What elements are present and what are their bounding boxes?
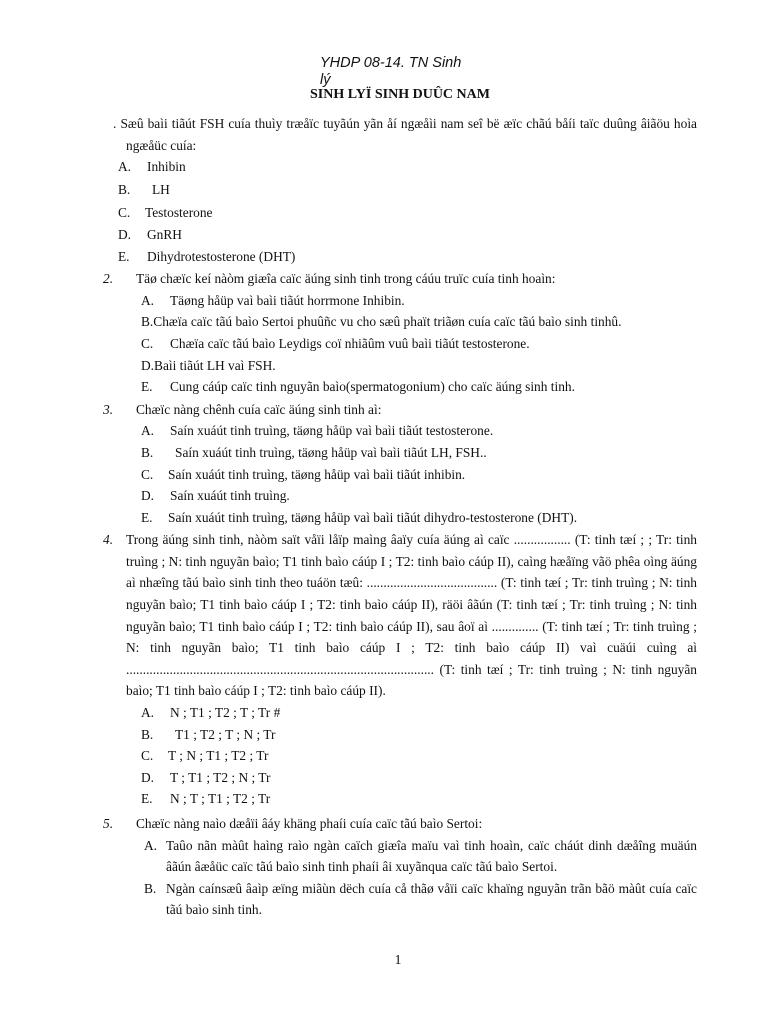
question-4-option-b: B. T1 ; T2 ; T ; N ; Tr	[141, 726, 276, 742]
question-3-option-b: B. Saín xuáút tinh truìng, täøng håüp vaì baìi tiãút LH, FSH..	[141, 444, 487, 460]
question-2-number: 2.	[103, 271, 114, 287]
question-3-number: 3.	[103, 401, 114, 417]
question-1	[103, 113, 697, 267]
header-line-1: YHDP 08-14. TN Sinh	[320, 55, 462, 71]
question-3-option-a: A. Saín xuáút tinh truìng, täøng håüp vaì baìi tiãút testosterone.	[141, 423, 494, 439]
question-1-option-a: A. Inhibin	[118, 159, 186, 175]
question-4-option-d: D. T ; T1 ; T2 ; N ; Tr	[141, 769, 271, 785]
question-2-option-a: A. Täøng håüp vaì baìi tiãút horrmone Inhibin.	[141, 292, 405, 308]
question-5-option-b: B. Ngàn caínsæû âaìp æïng miãùn dëch cuía cå thãø våïi caïc khaïng nguyãn trãn bãö màût cuía caïc tãú baìo sinh tinh.	[144, 880, 697, 918]
question-1-option-b: B. LH	[118, 181, 170, 197]
question-2-option-b: B.Chæïa caïc tãú baìo Sertoi phuûñc vu cho sæû phaït triãøn cuía caïc tãú baìo sinh tinhû.	[141, 314, 622, 330]
question-3-stem: Chæïc nàng chênh cuía caïc äúng sinh tinh aì:	[136, 401, 382, 417]
page-title: SINH LYÏ SINH DUÛC NAM	[310, 87, 490, 102]
question-1-option-e: E. Dihydrotestosterone (DHT)	[118, 248, 296, 264]
question-4-option-c: C. T ; N ; T1 ; T2 ; Tr	[141, 748, 269, 764]
question-2	[103, 268, 697, 398]
question-2-option-e: E. Cung cáúp caïc tinh nguyãn baìo(spermatogonium) cho caïc äúng sinh tinh.	[141, 379, 575, 395]
question-4-stem: Trong äúng sinh tinh, nàòm saït våïi låïp maìng âaïy cuía äúng aì caïc ................. (T: tinh tæí ; ; Tr: tinh truìng ; N: tinh nguyãn baìo; T1 tinh baìo cáúp I ; T2: tinh baìo cáúp II), caìng hæåïng vãö phêa oìng äúng aì nhæîng tãú baìo sinh tinh theo tuáön tæû: ....................................... (T: tinh tæí ; Tr: tinh truìng ; N: tinh nguyãn baìo; T1 tinh baìo cáúp I ; T2: tinh baìo cáúp II), räöi âãún (T: tinh tæí ; Tr: tinh truìng ; N: tinh nguyãn baìo; T1 tinh baìo cáúp I ; T2: tinh baìo cáúp II), sau âoï aì .............. (T: tinh tæí ; Tr: tinh truìng ; N: tinh nguyãn baìo; T1 tinh baìo cáúp I ; T2: tinh baìo cáúp II) vaì cuäúi cuìng aì ............................................................................................ (T: tinh tæí ; Tr: tinh truìng ; N: tinh nguyãn baìo; T1 tinh baìo cáúp I ; T2: tinh baìo cáúp II).	[126, 532, 697, 699]
page-number: 1	[394, 953, 402, 968]
question-1-option-d: D. GnRH	[118, 226, 182, 242]
question-2-option-d: D.Baìi tiãút LH vaì FSH.	[141, 357, 276, 373]
question-3-option-d: D. Saín xuáút tinh truìng.	[141, 488, 290, 504]
question-2-stem: Täø chæïc keí nàòm giæîa caïc äúng sinh tinh trong cáúu truïc cuía tinh hoaìn:	[136, 271, 556, 287]
question-1-stem: . Sæû baìi tiãút FSH cuía thuìy træåïc tuyãún yãn åí ngæåìi nam seî bë æïc chãú båíi taïc duûng âiãöu hoìa ngæåüc cuía:	[113, 116, 697, 153]
question-5	[103, 813, 697, 921]
question-1-option-c: C. Testosterone	[118, 205, 213, 221]
question-3-option-e: E. Saín xuáút tinh truìng, täøng håüp vaì baìi tiãút dihydro-testosterone (DHT).	[141, 509, 578, 525]
question-list	[103, 113, 697, 921]
question-5-stem: Chæïc nàng naìo dæåïi âáy khäng phaíi cuía caïc tãú baìo Sertoi:	[136, 816, 483, 831]
question-4	[103, 529, 697, 810]
question-5-option-a: A. Taûo nãn màût haìng raìo ngàn caïch giæîa maïu vaì tinh hoaìn, caïc cháút dinh dæåîng muäún âãún âæåüc caïc tãú baìo sinh tinh phaíi âi xuyãnqua caïc tãú baìo Sertoi.	[144, 837, 697, 875]
question-4-option-e: E. N ; T ; T1 ; T2 ; Tr	[141, 791, 271, 807]
header-line-2: lý	[320, 72, 331, 88]
question-5-number: 5.	[103, 816, 114, 831]
question-2-option-c: C. Chæïa caïc tãú baìo Leydigs coï nhiãûm vuû baìi tiãút testosterone.	[141, 335, 530, 351]
question-4-option-a: A. N ; T1 ; T2 ; T ; Tr #	[141, 705, 281, 721]
question-3	[103, 399, 697, 529]
question-3-option-c: C. Saín xuáút tinh truìng, täøng håüp vaì baìi tiãút inhibin.	[141, 466, 466, 482]
question-4-number: 4.	[103, 532, 114, 548]
document-header	[320, 55, 490, 89]
